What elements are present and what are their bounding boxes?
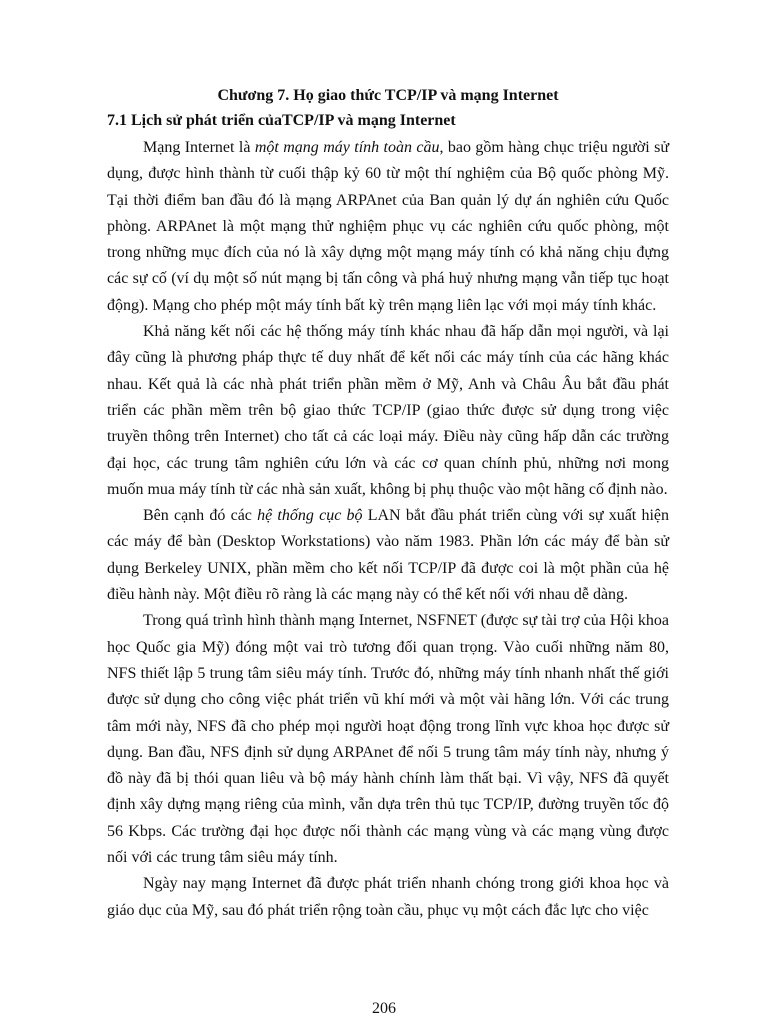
paragraph-1 [107, 135, 669, 319]
section-heading: 7.1 Lịch sử phát triển củaTCP/IP và mạng Internet [107, 112, 456, 129]
paragraph-2: Khả năng kết nối các hệ thống máy tính khác nhau đã hấp dẫn mọi người, và lại đây cũng là phương pháp thực tế duy nhất để kết nối các máy tính của các hãng khác nhau. Kết quả là các nhà phát triển phần mềm ở Mỹ, Anh và Châu Âu bắt đầu phát triển các phần mềm trên bộ giao thức TCP/IP (giao thức được sử dụng trong việc truyền thông trên Internet) cho tất cả các loại máy. Điều này cũng hấp dẫn các trường đại học, các trung tâm nghiên cứu lớn và các cơ quan chính phủ, những nơi mong muốn mua máy tính từ các nhà sản xuất, không bị phụ thuộc vào một hãng cố định nào. [107, 323, 669, 498]
paragraph-1-italic-term: một mạng máy tính toàn cầu [254, 139, 440, 156]
paragraph-4: Trong quá trình hình thành mạng Internet, NSFNET (được sự tài trợ của Hội khoa học Quốc gia Mỹ) đóng một vai trò tương đối quan trọng. Vào cuối những năm 80, NFS thiết lập 5 trung tâm siêu máy tính. Trước đó, những máy tính nhanh nhất thế giới được sử dụng cho công việc phát triển vũ khí mới và một vài hãng lớn. Với các trung tâm mới này, NFS đã cho phép mọi người hoạt động trong lĩnh vực khoa học được sử dụng. Ban đầu, NFS định sử dụng ARPAnet để nối 5 trung tâm máy tính này, nhưng ý đồ này đã bị thói quan liêu và bộ máy hành chính làm thất bại. Vì vậy, NFS đã quyết định xây dựng mạng riêng của mình, vẫn dựa trên thủ tục TCP/IP, đường truyền tốc độ 56 Kbps. Các trường đại học được nối thành các mạng vùng và các mạng vùng được nối với các trung tâm siêu máy tính. [107, 612, 669, 867]
paragraph-3-text-start: Bên cạnh đó các [143, 507, 258, 525]
paragraph-3-text-end: LAN bắt đầu phát triển cùng với sự xuất hiện các máy để bàn (Desktop Workstations) vào năm 1983. Phần lớn các máy để bàn sử dụng Berkeley UNIX, phần mềm cho kết nối TCP/IP đã được coi là một phần của hệ điều hành này. Một điều rõ ràng là các mạng này có thể kết nối với nhau dễ dàng. [107, 507, 670, 604]
document-page [107, 85, 669, 924]
paragraph-1-text-end: , bao gồm hàng chục triệu người sử dụng, được hình thành từ cuối thập kỷ 60 từ một thí nghiệm của Bộ quốc phòng Mỹ. Tại thời điểm ban đầu đó là mạng ARPAnet của Ban quản lý dự án nghiên cứu Quốc phòng. ARPAnet là một mạng thử nghiệm phục vụ các nghiên cứu quốc phòng, một trong những mục đích của nó là xây dựng một mạng máy tính có khả năng chịu đựng các sự cố (ví dụ một số nút mạng bị tấn công và phá huỷ nhưng mạng vẫn tiếp tục hoạt động). Mạng cho phép một máy tính bất kỳ trên mạng liên lạc với mọi máy tính khác. [107, 139, 669, 314]
paragraph-3 [107, 503, 669, 608]
chapter-title: Chương 7. Họ giao thức TCP/IP và mạng Internet [217, 87, 559, 104]
page-number: 206 [372, 1000, 396, 1017]
paragraph-3-italic-term: hệ thống cục bộ [257, 507, 363, 525]
paragraph-1-text-start: Mạng Internet là [143, 139, 255, 156]
paragraph-5: Ngày nay mạng Internet đã được phát triển nhanh chóng trong giới khoa học và giáo dục của Mỹ, sau đó phát triển rộng toàn cầu, phục vụ một cách đắc lực cho việc [107, 875, 669, 919]
